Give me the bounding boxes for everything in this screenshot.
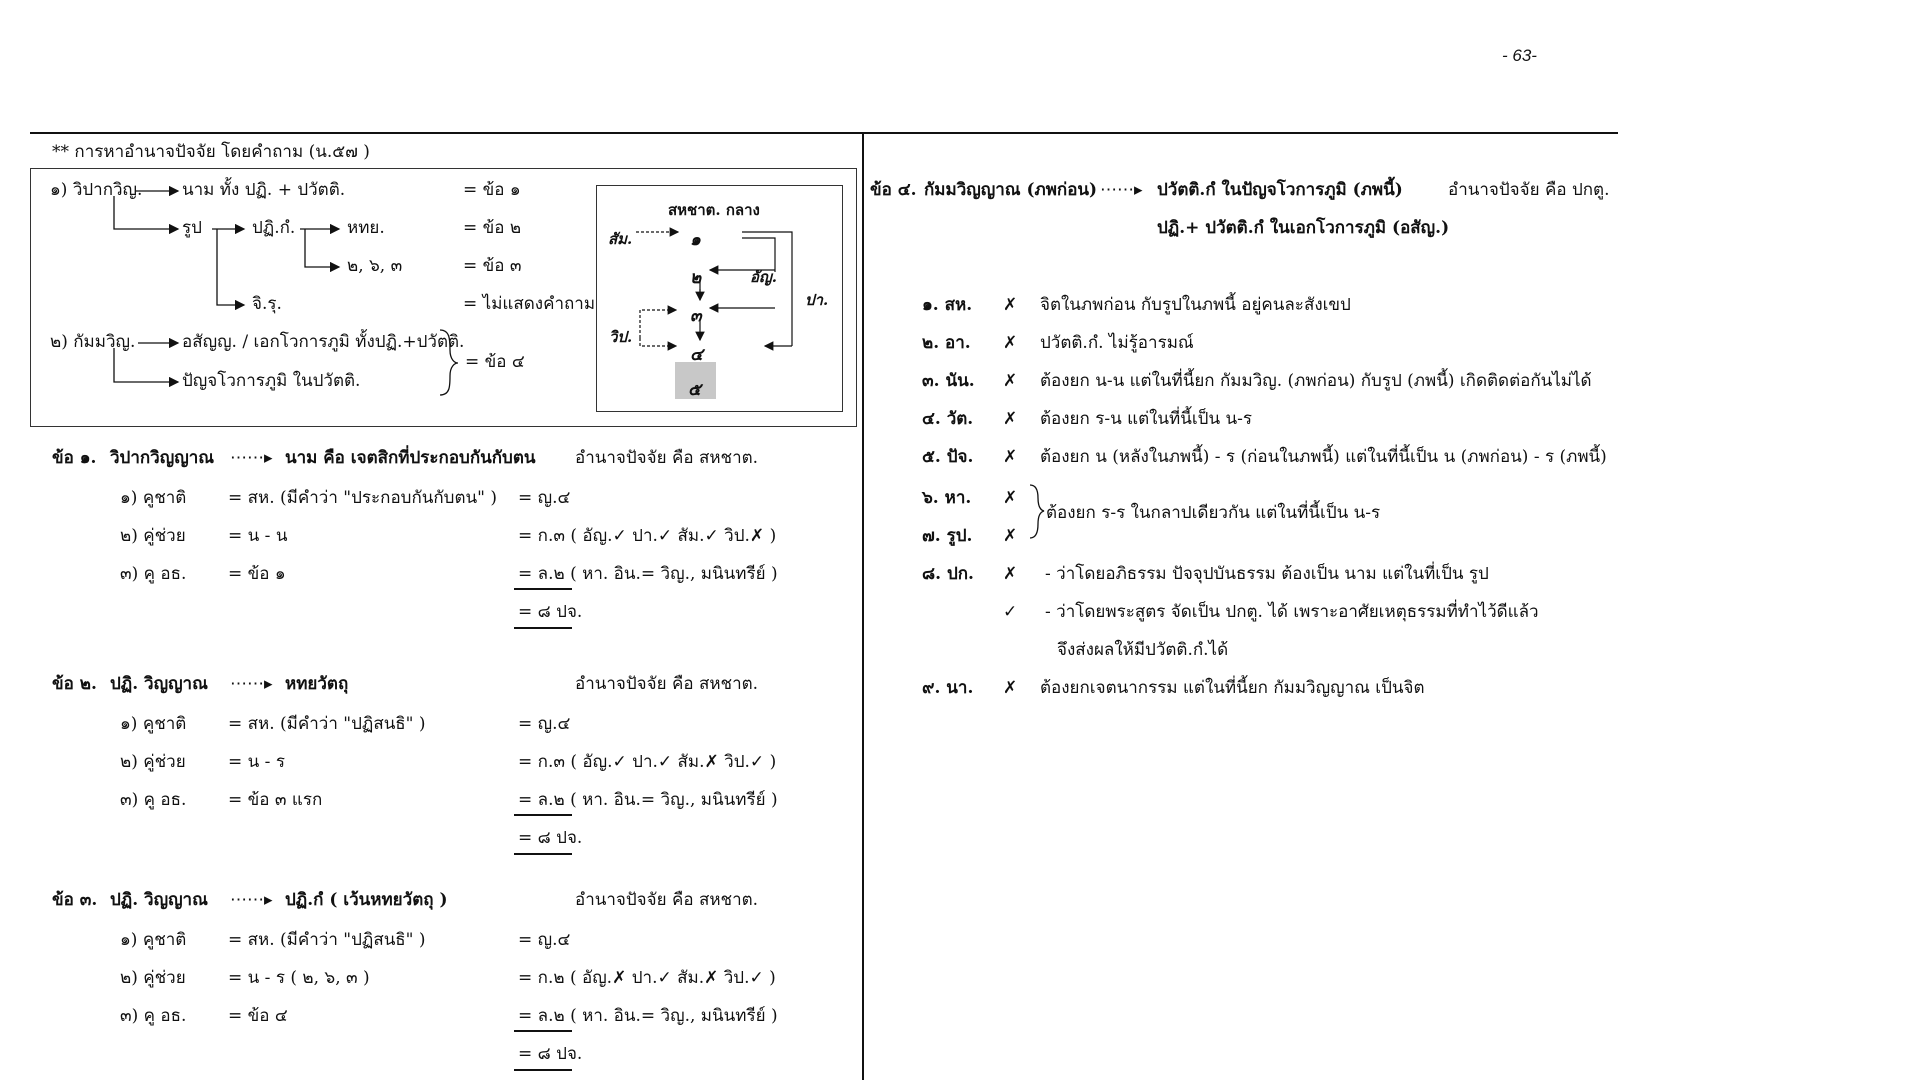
diagram-num-1: ๑ [690, 230, 701, 250]
right-item-11-num: ๙. นา. [922, 678, 974, 698]
section-2-total: = ๘ ปจ. [518, 828, 583, 848]
section-2-row-2-label: ๒) คู่ช่วย [120, 752, 186, 772]
section-3-row-2-label: ๒) คู่ช่วย [120, 968, 186, 988]
section-1-row-2-mid: = น - น [228, 526, 288, 546]
section-3-row-1-label: ๑) คูชาติ [120, 930, 187, 950]
right-item-4-text: ต้องยก ร-น แต่ในที่นี้เป็น น-ร [1040, 409, 1252, 429]
right-title: กัมมวิญญาณ (ภพก่อน) [924, 180, 1098, 200]
section-2-row-2-right: = ก.๓ ( อัญ.✓ ปา.✓ สัม.✗ วิป.✓ ) [518, 752, 777, 772]
tree-root-1: ๑) วิปากวิญ. [50, 180, 143, 200]
diagram-num-3: ๓ [690, 306, 702, 326]
tree-eq-3: = ข้อ ๓ [463, 256, 522, 276]
right-item-5-text: ต้องยก น (หลังในภพนี้) - ร (ก่อนในภพนี้) แต่ในที่นี้เป็น น (ภพก่อน) - ร (ภพนี้) [1040, 447, 1607, 467]
section-2-row-3-right: = ล.๒ ( หา. อิน.= วิญ., มนินทรีย์ ) [518, 790, 778, 810]
right-target-2: ปฏิ.+ ปวัตติ.กํ ในเอกโวการภูมิ (อสัญ.) [1157, 218, 1450, 238]
section-3-row-3-label: ๓) คู อธ. [120, 1006, 187, 1026]
right-item-10-text: จึงส่งผลให้มีปวัตติ.กํ.ได้ [1057, 640, 1229, 660]
section-1-row-3-right: = ล.๒ ( หา. อิน.= วิญ., มนินทรีย์ ) [518, 564, 778, 584]
right-item-4-num: ๔. วัต. [922, 409, 974, 429]
section-3-row-1-right: = ญ.๔ [518, 930, 571, 950]
right-item-3-num: ๓. นัน. [922, 371, 975, 391]
right-item-9-mark: ✓ [1003, 602, 1018, 622]
tree-eq-2: = ข้อ ๒ [463, 218, 522, 238]
section-2-label: ข้อ ๒. [52, 674, 97, 694]
tree-jiru: จิ.รุ. [252, 294, 282, 314]
section-1-row-3-mid: = ข้อ ๑ [228, 564, 286, 584]
right-item-1-text: จิตในภพก่อน กับรูปในภพนี้ อยู่คนละสังเขป [1040, 295, 1351, 315]
section-3-target: ปฏิ.กํ ( เว้นหทยวัตถุ ) [285, 890, 448, 910]
right-item-5-num: ๕. ปัจ. [922, 447, 974, 467]
section-2-power: อำนาจปัจจัย คือ สหชาต. [575, 674, 759, 694]
right-item-1-mark: ✗ [1003, 295, 1018, 315]
diagram-an: อัญ. [750, 268, 778, 286]
right-item-4-mark: ✗ [1003, 409, 1018, 429]
right-item-2-text: ปวัตติ.กํ. ไม่รู้อารมณ์ [1040, 333, 1194, 353]
tree-eq-none: = ไม่แสดงคำถาม [463, 294, 596, 314]
section-2-title: ปฏิ. วิญญาณ [110, 674, 208, 694]
section-3-row-1-mid: = สห. (มีคำว่า "ปฏิสนธิ" ) [228, 930, 426, 950]
section-3-row-3-right: = ล.๒ ( หา. อิน.= วิญ., มนินทรีย์ ) [518, 1006, 778, 1026]
section-3-arrow: ⋯⋯▸ [230, 890, 273, 910]
section-1-power: อำนาจปัจจัย คือ สหชาต. [575, 448, 759, 468]
section-2-row-1-mid: = สห. (มีคำว่า "ปฏิสนธิ" ) [228, 714, 426, 734]
section-1-label: ข้อ ๑. [52, 448, 97, 468]
section-2-row-2-mid: = น - ร [228, 752, 285, 772]
right-arrow: ⋯⋯▸ [1100, 180, 1143, 200]
right-item-3-text: ต้องยก น-น แต่ในที่นี้ยก กัมมวิญ. (ภพก่อน) กับรูป (ภพนี้) เกิดติดต่อกันไม่ได้ [1040, 371, 1592, 391]
section-2-row-3-label: ๓) คู อธ. [120, 790, 187, 810]
right-item-6-num: ๖. หา. [922, 488, 972, 508]
tree-rup: รูป [182, 218, 202, 238]
right-item-11-text: ต้องยกเจตนากรรม แต่ในที่นี้ยก กัมมวิญญาณ เป็นจิต [1040, 678, 1425, 698]
right-target-1: ปวัตติ.กํ ในปัญจโวการภูมิ (ภพนี้) [1157, 180, 1403, 200]
diagram-num-5: ๕ [688, 380, 701, 400]
section-1-row-1-label: ๑) คูชาติ [120, 488, 187, 508]
right-item-8-num: ๘. ปก. [922, 564, 974, 584]
right-item-8-text: - ว่าโดยอภิธรรม ปัจจุปบันธรรม ต้องเป็น นาม แต่ในที่เป็น รูป [1045, 564, 1489, 584]
section-3-row-2-mid: = น - ร ( ๒, ๖, ๓ ) [228, 968, 370, 988]
section-2-row-1-label: ๑) คูชาติ [120, 714, 187, 734]
section-3-power: อำนาจปัจจัย คือ สหชาต. [575, 890, 759, 910]
right-item-7-num: ๗. รูป. [922, 526, 973, 546]
section-2-target: หทยวัตถุ [285, 674, 349, 694]
section-1-row-1-mid: = สห. (มีคำว่า "ประกอบกันกับตน" ) [228, 488, 497, 508]
tree-eq-4: = ข้อ ๔ [465, 352, 525, 372]
right-item-2-num: ๒. อา. [922, 333, 971, 353]
right-item-1-num: ๑. สห. [922, 295, 973, 315]
section-2-row-3-mid: = ข้อ ๓ แรก [228, 790, 323, 810]
section-3-label: ข้อ ๓. [52, 890, 98, 910]
right-item-3-mark: ✗ [1003, 371, 1018, 391]
right-item-9-text: - ว่าโดยพระสูตร จัดเป็น ปกตู. ได้ เพราะอาศัยเหตุธรรมที่ทำไว้ดีแล้ว [1045, 602, 1539, 622]
section-1-target: นาม คือ เจตสิกที่ประกอบกันกับตน [285, 448, 536, 468]
diagram-wip: วิป. [609, 328, 633, 346]
tree-263: ๒, ๖, ๓ [347, 256, 403, 276]
section-3-title: ปฏิ. วิญญาณ [110, 890, 208, 910]
right-item-2-mark: ✗ [1003, 333, 1018, 353]
section-2-arrow: ⋯⋯▸ [230, 674, 273, 694]
tree-patikam: ปฏิ.กํ. [252, 218, 296, 238]
page-number: - 63- [1502, 46, 1537, 65]
diagram-num-4: ๔ [690, 345, 703, 365]
right-item-5-mark: ✗ [1003, 447, 1018, 467]
tree-panja: ปัญจโวการภูมิ ในปวัตติ. [182, 371, 361, 391]
section-1-row-2-right: = ก.๓ ( อัญ.✓ ปา.✓ สัม.✓ วิป.✗ ) [518, 526, 777, 546]
right-label: ข้อ ๔. [870, 180, 917, 200]
section-3-total: = ๘ ปจ. [518, 1044, 583, 1064]
section-1-total: = ๘ ปจ. [518, 602, 583, 622]
tree-hatay: หทย. [347, 218, 385, 238]
tree-nam: นาม ทั้ง ปฏิ. + ปวัตติ. [182, 180, 346, 200]
diagram-sam: สัม. [608, 230, 633, 248]
section-2-row-1-right: = ญ.๔ [518, 714, 571, 734]
tree-root-2: ๒) กัมมวิญ. [50, 332, 136, 352]
diagram-pa: ปา. [805, 291, 829, 309]
tree-asanya: อสัญญ. / เอกโวการภูมิ ทั้งปฏิ.+ปวัตติ. [182, 332, 465, 352]
section-1-arrow: ⋯⋯▸ [230, 448, 273, 468]
section-1-row-2-label: ๒) คู่ช่วย [120, 526, 186, 546]
right-item-7-mark: ✗ [1003, 526, 1018, 546]
right-item-6-mark: ✗ [1003, 488, 1018, 508]
tree-eq-1: = ข้อ ๑ [463, 180, 521, 200]
section-1-row-1-right: = ญ.๔ [518, 488, 571, 508]
left-heading: ** การหาอำนาจปัจจัย โดยคำถาม (น.๕๗ ) [52, 142, 370, 162]
right-item-8-mark: ✗ [1003, 564, 1018, 584]
right-power: อำนาจปัจจัย คือ ปกตู. [1448, 180, 1610, 200]
diagram-top-label: สหชาต. กลาง [668, 201, 760, 219]
section-3-row-3-mid: = ข้อ ๔ [228, 1006, 288, 1026]
section-1-title: วิปากวิญญาณ [110, 448, 215, 468]
diagram-num-2: ๒ [690, 268, 702, 288]
right-item-11-mark: ✗ [1003, 678, 1018, 698]
right-brace-text: ต้องยก ร-ร ในกลาปเดียวกัน แต่ในที่นี้เป็น น-ร [1046, 503, 1381, 523]
section-3-row-2-right: = ก.๒ ( อัญ.✗ ปา.✓ สัม.✗ วิป.✓ ) [518, 968, 776, 988]
section-1-row-3-label: ๓) คู อธ. [120, 564, 187, 584]
